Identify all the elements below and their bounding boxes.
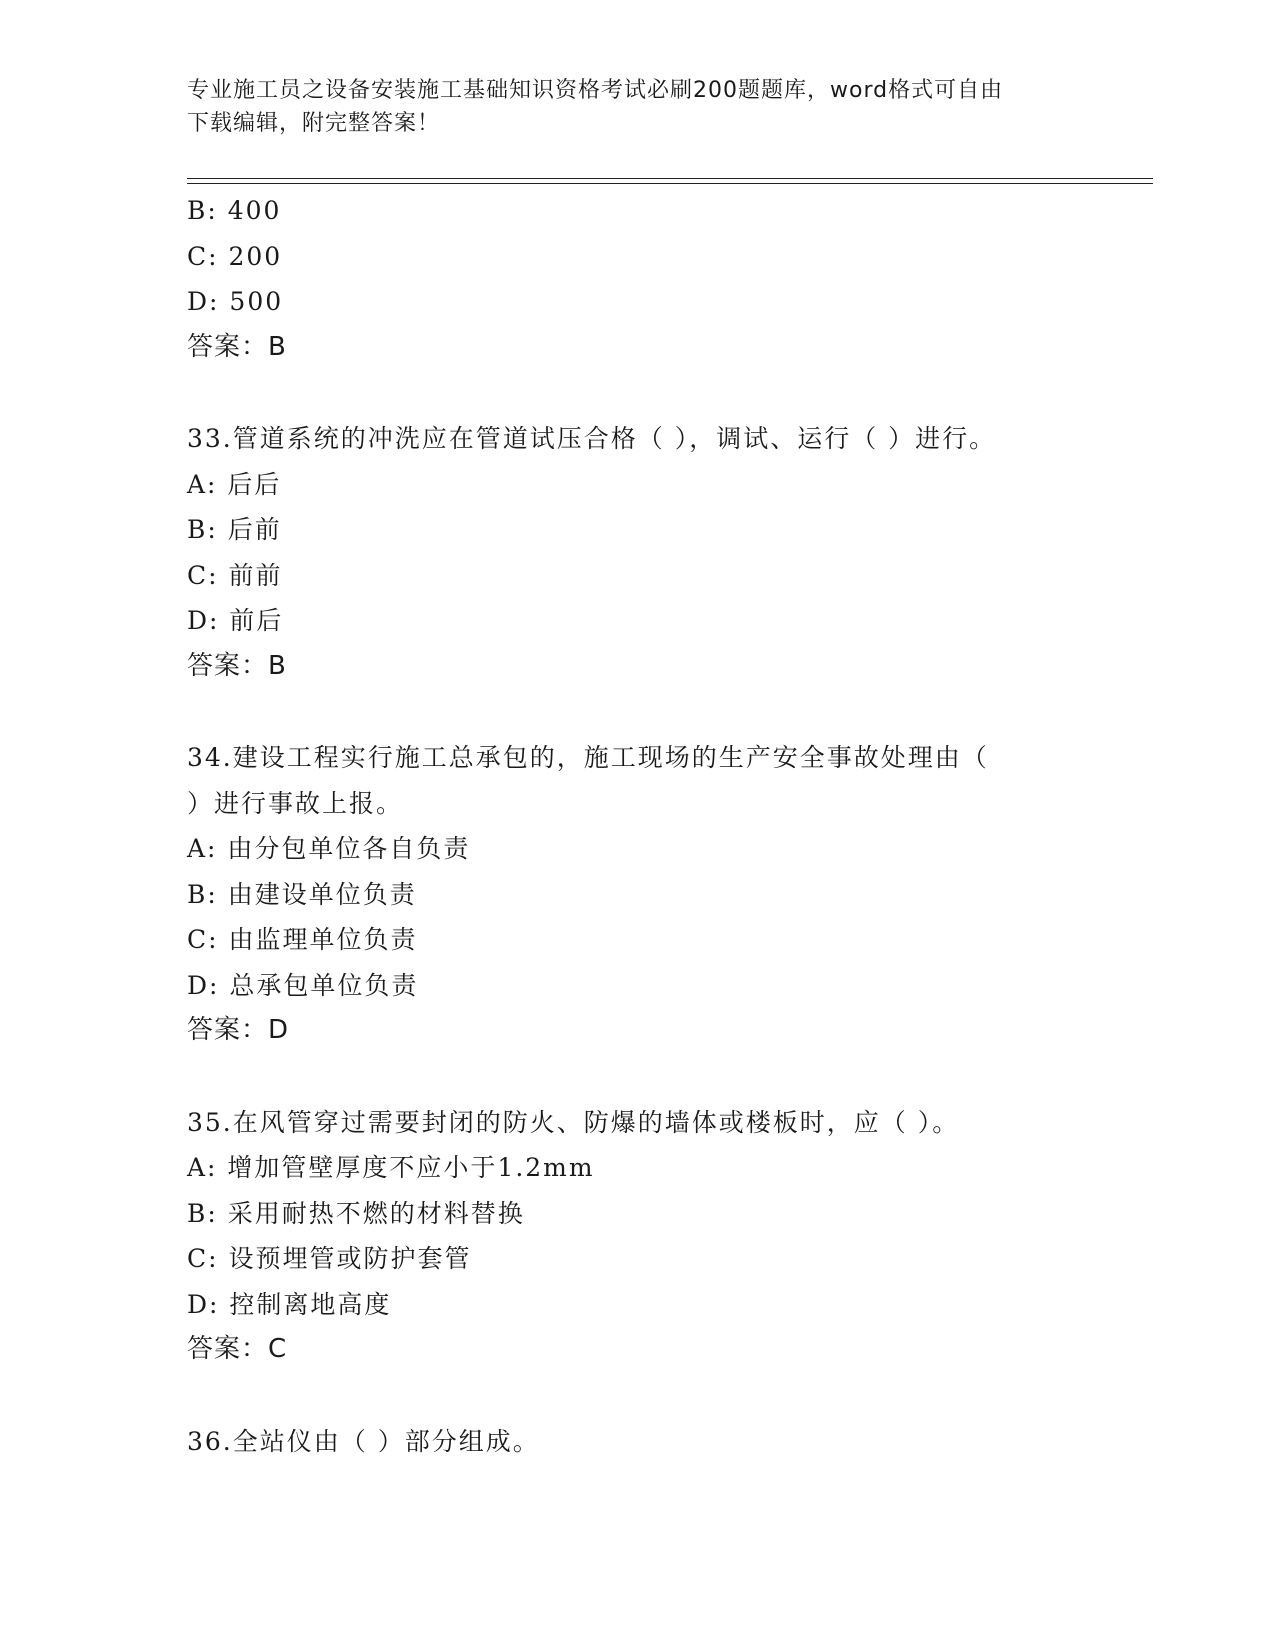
option-a: A: 由分包单位各自负责 bbox=[187, 834, 471, 863]
option-a: A: 后后 bbox=[187, 469, 282, 499]
header-line-2: 下载编辑，附完整答案！ bbox=[187, 111, 441, 136]
answer-text: 答案：B bbox=[187, 331, 287, 362]
option-d: D: 控制离地高度 bbox=[187, 1289, 392, 1319]
option-c: C: 前前 bbox=[187, 560, 283, 590]
answer-text: 答案：C bbox=[187, 1334, 288, 1364]
answer-text: 答案：B bbox=[187, 650, 287, 681]
option-b: B: 400 bbox=[187, 196, 282, 225]
question-block-34 bbox=[187, 735, 1087, 1054]
question-text: 33.管道系统的冲洗应在管道试压合格（ ），调试、运行（ ）进行。 bbox=[187, 424, 997, 453]
option-a: A: 增加管壁厚度不应小于1.2mm bbox=[187, 1153, 595, 1182]
option-c: C: 设预埋管或防护套管 bbox=[187, 1244, 472, 1273]
question-block-36 bbox=[187, 1419, 1087, 1465]
spacer bbox=[187, 1373, 1087, 1419]
option-d: D: 总承包单位负责 bbox=[187, 970, 419, 1000]
question-block-35 bbox=[187, 1100, 1087, 1373]
option-b: B: 后前 bbox=[187, 515, 282, 544]
question-text: 36.全站仪由（ ）部分组成。 bbox=[187, 1426, 540, 1456]
option-c: C: 200 bbox=[187, 241, 283, 271]
option-d: D: 500 bbox=[187, 287, 284, 316]
header-line-1: 专业施工员之设备安装施工基础知识资格考试必刷200题题库，word格式可自由 bbox=[187, 78, 1004, 103]
option-b: B: 采用耐热不燃的材料替换 bbox=[187, 1198, 525, 1228]
document-header bbox=[187, 74, 1067, 140]
question-block-33 bbox=[187, 416, 1087, 689]
spacer bbox=[187, 370, 1087, 416]
header-divider-top bbox=[187, 178, 1153, 179]
option-d: D: 前后 bbox=[187, 606, 284, 635]
spacer bbox=[187, 689, 1087, 735]
question-text: 35.在风管穿过需要封闭的防火、防爆的墙体或楼板时，应（ ）。 bbox=[187, 1107, 960, 1137]
question-text-continued: ）进行事故上报。 bbox=[187, 788, 404, 818]
question-block-32 bbox=[187, 188, 1087, 370]
option-b: B: 由建设单位负责 bbox=[187, 879, 417, 909]
question-text: 34.建设工程实行施工总承包的，施工现场的生产安全事故处理由（ bbox=[187, 743, 989, 772]
spacer bbox=[187, 1054, 1087, 1100]
answer-text: 答案：D bbox=[187, 1015, 290, 1045]
header-divider-bottom bbox=[187, 183, 1153, 184]
option-c: C: 由监理单位负责 bbox=[187, 925, 418, 954]
question-list bbox=[187, 188, 1087, 1464]
